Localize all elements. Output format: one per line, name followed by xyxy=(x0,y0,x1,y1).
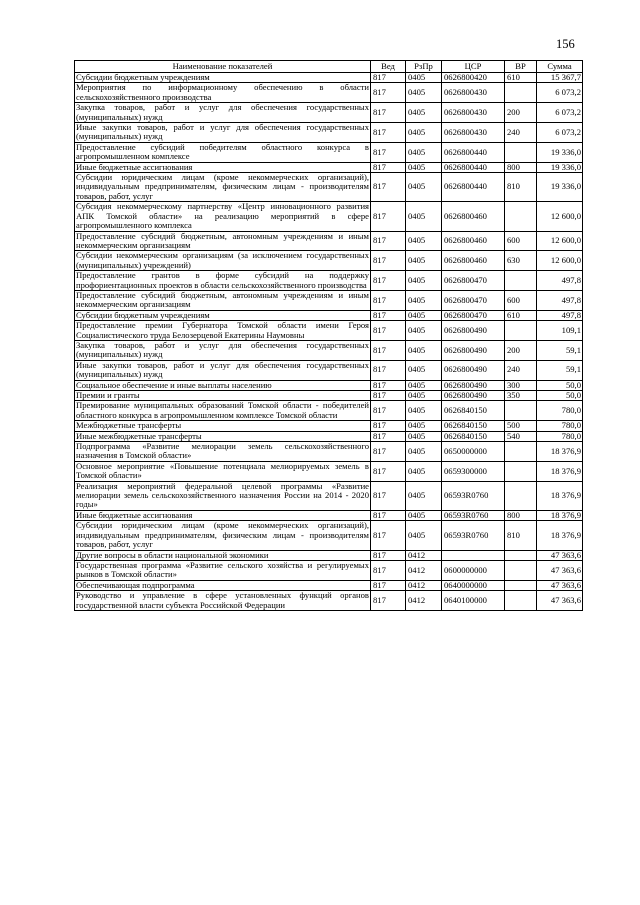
row-name: Иные закупки товаров, работ и услуг для обеспечения государственных (муниципальных) нужд xyxy=(76,122,369,142)
table-row xyxy=(75,401,583,421)
row-sum: 47 363,6 xyxy=(537,580,583,590)
table-row xyxy=(75,580,583,590)
row-sum: 50,0 xyxy=(537,380,583,390)
table-row xyxy=(75,442,583,462)
row-vr: 200 xyxy=(505,340,537,360)
row-name: Социальное обеспечение и иные выплаты населению xyxy=(75,380,371,390)
row-name: Предоставление субсидий победителям областного конкурса в агропромышленном комплексе xyxy=(76,141,369,162)
row-csr: 0626800490 xyxy=(442,360,505,380)
row-sum: 19 336,0 xyxy=(537,173,583,202)
row-sum: 59,1 xyxy=(537,340,583,360)
row-vr xyxy=(505,550,537,560)
row-sum: 6 073,2 xyxy=(537,103,583,123)
row-name: Реализация мероприятий федеральной целевой программы «Развитие мелиорации земель сельскохозяйственного назначения России на 2014 - 2020 годы» xyxy=(76,480,369,510)
row-vr: 540 xyxy=(505,431,537,441)
row-sum: 18 376,9 xyxy=(537,461,583,481)
row-csr: 06593R0760 xyxy=(442,510,505,520)
row-sum: 780,0 xyxy=(537,431,583,441)
row-rzpr: 0405 xyxy=(406,442,442,462)
row-csr: 0650000000 xyxy=(442,442,505,462)
row-name: Другие вопросы в области национальной экономики xyxy=(75,550,371,560)
row-rzpr: 0405 xyxy=(406,83,442,103)
row-csr: 0626800460 xyxy=(442,251,505,271)
table-row xyxy=(75,550,583,560)
row-name: Предоставление грантов в форме субсидий на поддержку профориентационных проектов в области сельскохозяйственного производства xyxy=(76,270,369,290)
row-vr xyxy=(505,442,537,462)
row-vr xyxy=(505,560,537,580)
row-ved: 817 xyxy=(371,202,406,231)
header-ved: Вед xyxy=(371,61,406,73)
row-csr: 0640100000 xyxy=(442,591,505,611)
row-ved: 817 xyxy=(371,290,406,310)
row-rzpr: 0405 xyxy=(406,391,442,401)
row-rzpr: 0405 xyxy=(406,461,442,481)
row-ved: 817 xyxy=(371,550,406,560)
row-ved: 817 xyxy=(371,123,406,143)
row-rzpr: 0405 xyxy=(406,290,442,310)
row-sum: 50,0 xyxy=(537,391,583,401)
row-sum: 497,8 xyxy=(537,310,583,320)
row-sum: 780,0 xyxy=(537,421,583,431)
row-csr: 0626800430 xyxy=(442,103,505,123)
table-row xyxy=(75,360,583,380)
row-name: Премии и гранты xyxy=(75,391,371,401)
row-sum: 47 363,6 xyxy=(537,591,583,611)
row-csr: 0626800470 xyxy=(442,310,505,320)
row-ved: 817 xyxy=(371,510,406,520)
header-sum: Сумма xyxy=(537,61,583,73)
row-name: Иные бюджетные ассигнования xyxy=(75,162,371,172)
table-row xyxy=(75,251,583,271)
row-sum: 497,8 xyxy=(537,271,583,291)
row-name: Межбюджетные трансферты xyxy=(75,421,371,431)
table-row xyxy=(75,461,583,481)
row-vr xyxy=(505,481,537,510)
table-row xyxy=(75,162,583,172)
row-sum: 12 600,0 xyxy=(537,251,583,271)
row-csr: 0626840150 xyxy=(442,421,505,431)
row-sum: 47 363,6 xyxy=(537,560,583,580)
row-ved: 817 xyxy=(371,103,406,123)
row-sum: 18 376,9 xyxy=(537,481,583,510)
row-ved: 817 xyxy=(371,521,406,550)
row-rzpr: 0405 xyxy=(406,421,442,431)
row-name: Премирование муниципальных образований Томской области - победителей областного конкурса в агропромышленном комплексе Томской области xyxy=(76,400,369,420)
row-csr: 0626840150 xyxy=(442,431,505,441)
row-ved: 817 xyxy=(371,310,406,320)
row-rzpr: 0405 xyxy=(406,103,442,123)
table-row xyxy=(75,321,583,341)
row-csr: 0640000000 xyxy=(442,580,505,590)
row-csr: 0626800430 xyxy=(442,123,505,143)
row-rzpr: 0405 xyxy=(406,521,442,550)
table-row xyxy=(75,510,583,520)
row-vr: 610 xyxy=(505,310,537,320)
table-row xyxy=(75,391,583,401)
row-ved: 817 xyxy=(371,231,406,251)
table-row xyxy=(75,310,583,320)
row-csr: 0626800430 xyxy=(442,83,505,103)
row-sum: 18 376,9 xyxy=(537,510,583,520)
row-name: Субсидии бюджетным учреждениям xyxy=(75,73,371,83)
table-row xyxy=(75,591,583,611)
row-sum: 6 073,2 xyxy=(537,123,583,143)
row-vr: 800 xyxy=(505,162,537,172)
row-rzpr: 0405 xyxy=(406,510,442,520)
row-rzpr: 0405 xyxy=(406,251,442,271)
row-csr: 0626800470 xyxy=(442,271,505,291)
row-ved: 817 xyxy=(371,271,406,291)
row-vr: 600 xyxy=(505,290,537,310)
budget-table xyxy=(74,60,583,611)
row-sum: 6 073,2 xyxy=(537,83,583,103)
row-vr: 810 xyxy=(505,521,537,550)
table-row xyxy=(75,380,583,390)
row-rzpr: 0405 xyxy=(406,173,442,202)
table-row xyxy=(75,83,583,103)
row-name: Предоставление субсидий бюджетным, автономным учреждениям и иным некоммерческим организациям xyxy=(76,230,369,250)
row-csr xyxy=(442,550,505,560)
table-row xyxy=(75,521,583,550)
table-row xyxy=(75,123,583,143)
table-row xyxy=(75,340,583,360)
row-rzpr: 0405 xyxy=(406,380,442,390)
row-vr: 240 xyxy=(505,123,537,143)
page-number: 156 xyxy=(556,37,575,51)
row-vr: 810 xyxy=(505,173,537,202)
row-vr: 200 xyxy=(505,103,537,123)
row-name: Руководство и управление в сфере установленных функций органов государственной власти субъекта Российской Федерации xyxy=(76,590,369,610)
row-rzpr: 0405 xyxy=(406,310,442,320)
row-name: Предоставление премии Губернатора Томской области имени Героя Социалистического труда Белозерцевой Екатерины Наумовны xyxy=(76,320,369,340)
row-vr xyxy=(505,401,537,421)
row-csr: 06593R0760 xyxy=(442,521,505,550)
row-rzpr: 0405 xyxy=(406,123,442,143)
row-rzpr: 0405 xyxy=(406,340,442,360)
row-vr: 630 xyxy=(505,251,537,271)
row-csr: 0626800490 xyxy=(442,391,505,401)
row-ved: 817 xyxy=(371,391,406,401)
row-name: Субсидия некоммерческому партнерству «Центр инновационного развития АПК Томской области» на реализацию мероприятий в сфере агропромышленного комплекса xyxy=(76,201,369,231)
row-ved: 817 xyxy=(371,83,406,103)
row-csr: 0626800420 xyxy=(442,73,505,83)
row-name: Субсидии юридическим лицам (кроме некоммерческих организаций), индивидуальным предпринимателям, физическим лицам - производителям товаров, работ, услуг xyxy=(76,172,369,201)
row-ved: 817 xyxy=(371,421,406,431)
table-row xyxy=(75,290,583,310)
table-header-row xyxy=(75,61,583,73)
row-name: Обеспечивающая подпрограмма xyxy=(75,580,371,590)
row-sum: 12 600,0 xyxy=(537,202,583,231)
row-ved: 817 xyxy=(371,560,406,580)
row-rzpr: 0412 xyxy=(406,550,442,560)
row-csr: 0626800460 xyxy=(442,231,505,251)
table-row xyxy=(75,560,583,580)
row-vr: 500 xyxy=(505,421,537,431)
row-ved: 817 xyxy=(371,73,406,83)
row-csr: 0626800440 xyxy=(442,162,505,172)
row-sum: 18 376,9 xyxy=(537,521,583,550)
row-rzpr: 0405 xyxy=(406,481,442,510)
row-vr xyxy=(505,461,537,481)
row-csr: 0626840150 xyxy=(442,401,505,421)
header-csr: ЦСР xyxy=(442,61,505,73)
row-rzpr: 0405 xyxy=(406,271,442,291)
row-name: Иные межбюджетные трансферты xyxy=(75,431,371,441)
header-vr: ВР xyxy=(505,61,537,73)
row-rzpr: 0405 xyxy=(406,202,442,231)
row-ved: 817 xyxy=(371,380,406,390)
row-vr xyxy=(505,580,537,590)
row-csr: 0626800440 xyxy=(442,173,505,202)
row-rzpr: 0405 xyxy=(406,231,442,251)
row-ved: 817 xyxy=(371,431,406,441)
row-rzpr: 0405 xyxy=(406,162,442,172)
row-ved: 817 xyxy=(371,442,406,462)
row-sum: 109,1 xyxy=(537,321,583,341)
row-name: Субсидии некоммерческим организациям (за исключением государственных (муниципальных) учреждений) xyxy=(76,250,369,270)
row-rzpr: 0412 xyxy=(406,591,442,611)
row-sum: 59,1 xyxy=(537,360,583,380)
row-csr: 0626800490 xyxy=(442,380,505,390)
row-ved: 817 xyxy=(371,162,406,172)
row-csr: 0626800470 xyxy=(442,290,505,310)
row-name: Основное мероприятие «Повышение потенциала мелиорируемых земель в Томской области» xyxy=(76,460,369,481)
row-vr: 350 xyxy=(505,391,537,401)
row-name: Предоставление субсидий бюджетным, автономным учреждениям и иным некоммерческим организациям xyxy=(76,289,369,310)
row-rzpr: 0405 xyxy=(406,142,442,162)
row-vr xyxy=(505,321,537,341)
row-ved: 817 xyxy=(371,173,406,202)
table-row xyxy=(75,173,583,202)
row-name: Закупка товаров, работ и услуг для обеспечения государственных (муниципальных) нужд xyxy=(76,102,369,122)
table-row xyxy=(75,271,583,291)
row-sum: 18 376,9 xyxy=(537,442,583,462)
row-sum: 497,8 xyxy=(537,290,583,310)
row-csr: 0626800490 xyxy=(442,340,505,360)
row-name: Мероприятия по информационному обеспечению в области сельскохозяйственного производства xyxy=(76,82,369,102)
row-ved: 817 xyxy=(371,401,406,421)
table-row xyxy=(75,431,583,441)
row-vr: 240 xyxy=(505,360,537,380)
row-name: Закупка товаров, работ и услуг для обеспечения государственных (муниципальных) нужд xyxy=(76,339,369,360)
row-vr xyxy=(505,202,537,231)
row-ved: 817 xyxy=(371,340,406,360)
table-row xyxy=(75,202,583,231)
row-ved: 817 xyxy=(371,591,406,611)
row-name: Подпрограмма «Развитие мелиорации земель сельскохозяйственного назначения в Томской области» xyxy=(76,441,369,461)
row-csr: 0626800460 xyxy=(442,202,505,231)
row-vr xyxy=(505,271,537,291)
row-rzpr: 0405 xyxy=(406,321,442,341)
row-sum: 19 336,0 xyxy=(537,162,583,172)
header-name: Наименование показателей xyxy=(75,61,371,73)
row-name: Иные бюджетные ассигнования xyxy=(75,510,371,520)
table-row xyxy=(75,231,583,251)
row-sum: 47 363,6 xyxy=(537,550,583,560)
row-ved: 817 xyxy=(371,580,406,590)
row-csr: 0626800490 xyxy=(442,321,505,341)
row-rzpr: 0412 xyxy=(406,560,442,580)
row-sum: 780,0 xyxy=(537,401,583,421)
row-name: Иные закупки товаров, работ и услуг для обеспечения государственных (муниципальных) нужд xyxy=(76,359,369,380)
row-name: Субсидии юридическим лицам (кроме некоммерческих организаций), индивидуальным предпринимателям, физическим лицам - производителям товаров, работ, услуг xyxy=(76,520,369,550)
row-rzpr: 0405 xyxy=(406,431,442,441)
row-vr: 800 xyxy=(505,510,537,520)
row-vr xyxy=(505,591,537,611)
row-vr xyxy=(505,142,537,162)
table-row xyxy=(75,421,583,431)
row-ved: 817 xyxy=(371,251,406,271)
row-vr: 610 xyxy=(505,73,537,83)
row-vr xyxy=(505,83,537,103)
table-row xyxy=(75,142,583,162)
row-name: Государственная программа «Развитие сельского хозяйства и регулируемых рынков в Томской области» xyxy=(76,559,369,580)
row-vr: 600 xyxy=(505,231,537,251)
table-body xyxy=(75,61,583,611)
row-sum: 12 600,0 xyxy=(537,231,583,251)
row-rzpr: 0405 xyxy=(406,360,442,380)
row-vr: 300 xyxy=(505,380,537,390)
row-csr: 0626800440 xyxy=(442,142,505,162)
row-ved: 817 xyxy=(371,461,406,481)
row-rzpr: 0405 xyxy=(406,73,442,83)
row-ved: 817 xyxy=(371,142,406,162)
row-csr: 06593R0760 xyxy=(442,481,505,510)
table-row xyxy=(75,73,583,83)
row-csr: 0600000000 xyxy=(442,560,505,580)
row-ved: 817 xyxy=(371,360,406,380)
row-name: Субсидии бюджетным учреждениям xyxy=(75,310,371,320)
header-rzpr: РзПр xyxy=(406,61,442,73)
table-row xyxy=(75,103,583,123)
row-sum: 15 367,7 xyxy=(537,73,583,83)
row-rzpr: 0412 xyxy=(406,580,442,590)
row-ved: 817 xyxy=(371,321,406,341)
row-ved: 817 xyxy=(371,481,406,510)
row-sum: 19 336,0 xyxy=(537,142,583,162)
row-rzpr: 0405 xyxy=(406,401,442,421)
row-csr: 0659300000 xyxy=(442,461,505,481)
table-row xyxy=(75,481,583,510)
